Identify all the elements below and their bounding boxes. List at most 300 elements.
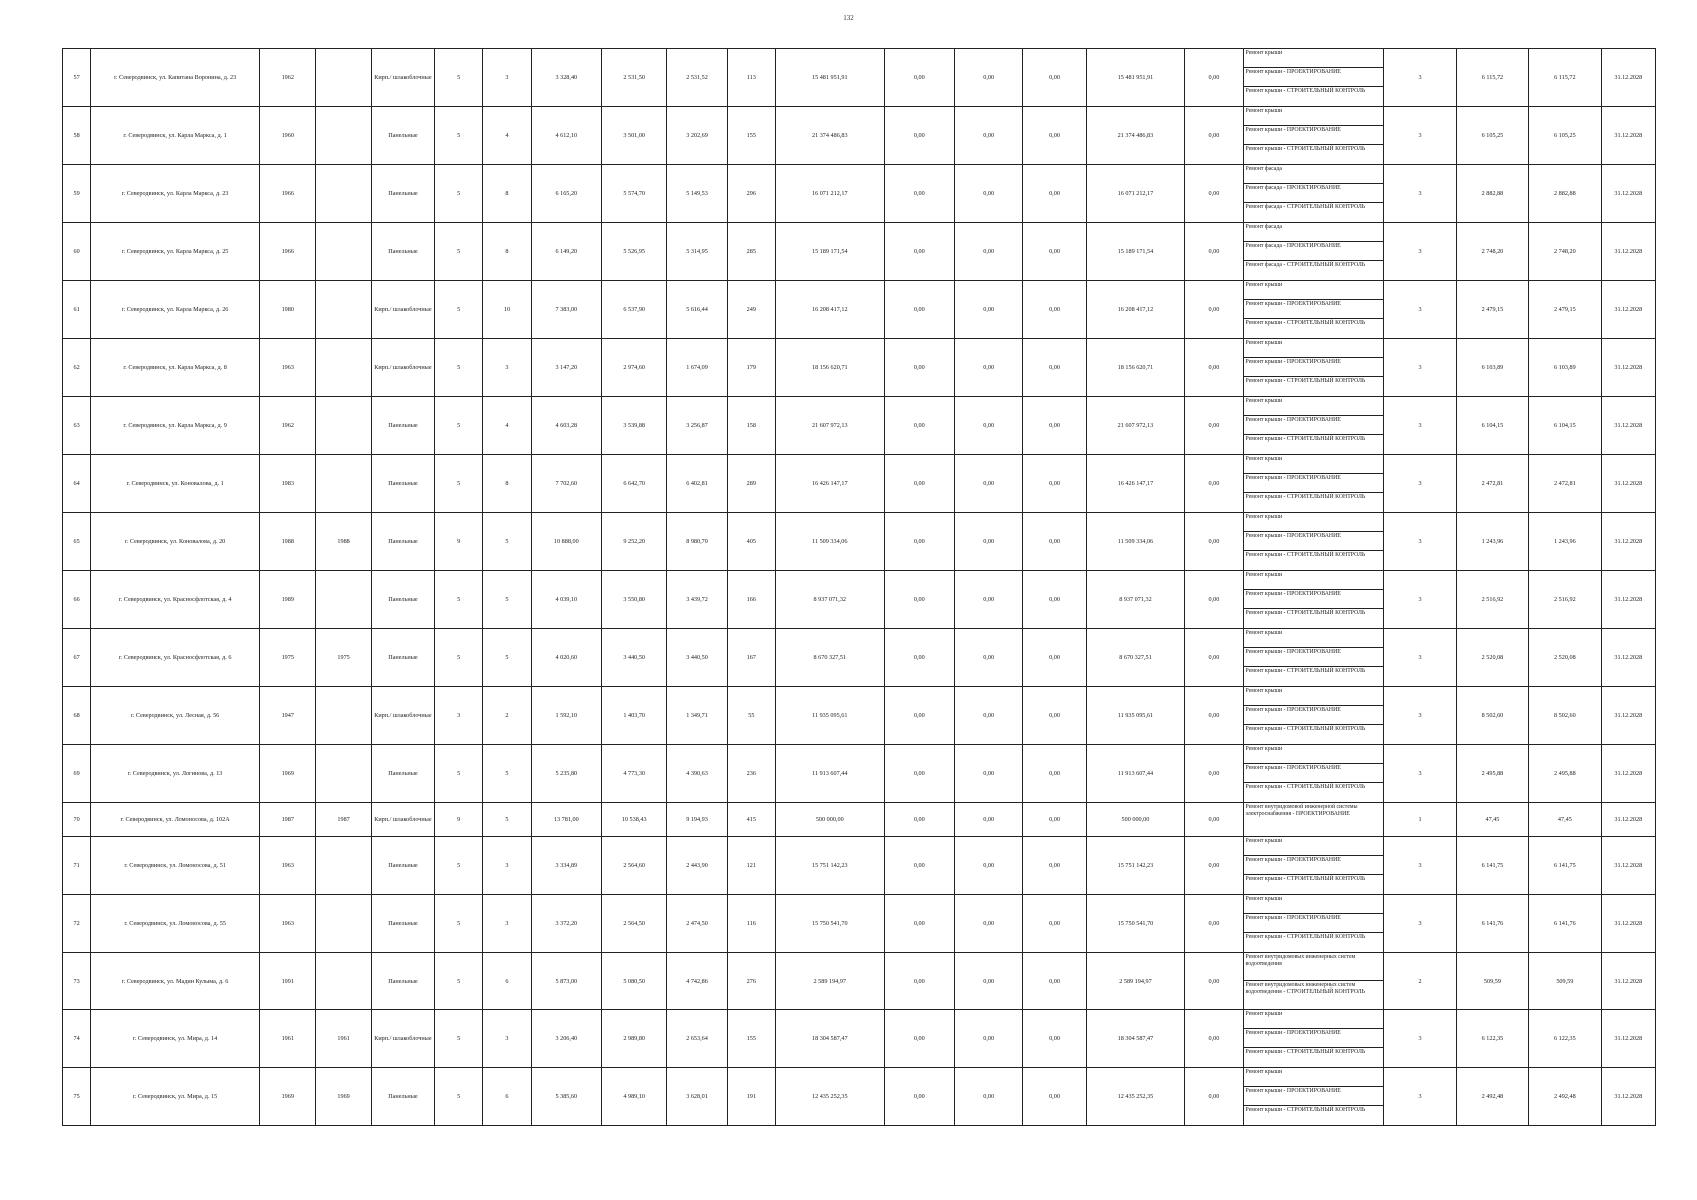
cell-residents: 296 <box>727 165 775 223</box>
cell-area-all: 5 574,70 <box>602 165 667 223</box>
cell-other: 0,00 <box>1185 223 1243 281</box>
cell-f3: 0,00 <box>1023 953 1086 1010</box>
cell-year-renov <box>316 455 371 513</box>
cell-residents: 285 <box>727 223 775 281</box>
cell-f2: 0,00 <box>954 223 1022 281</box>
work-item: Ремонт крыши - ПРОЕКТИРОВАНИЕ <box>1244 1029 1384 1048</box>
cell-year-renov <box>316 687 371 745</box>
cell-area-all: 3 539,88 <box>602 397 667 455</box>
cell-year-built: 1989 <box>260 571 316 629</box>
cell-residents: 167 <box>727 629 775 687</box>
cell-entrances: 5 <box>483 745 531 803</box>
cell-walls: Панельные <box>371 223 434 281</box>
cell-deadline: 31.12.2028 <box>1601 571 1655 629</box>
cell-num: 57 <box>63 49 91 107</box>
cell-entrances: 4 <box>483 397 531 455</box>
cell-entrances: 3 <box>483 895 531 953</box>
cell-year-renov: 1975 <box>316 629 371 687</box>
cell-method: 3 <box>1384 895 1456 953</box>
cell-f1: 0,00 <box>884 745 954 803</box>
cell-num: 70 <box>63 803 91 837</box>
cell-deadline: 31.12.2028 <box>1601 339 1655 397</box>
cell-cost: 21 607 972,13 <box>775 397 884 455</box>
work-item: Ремонт крыши - СТРОИТЕЛЬНЫЙ КОНТРОЛЬ <box>1245 1049 1366 1055</box>
cell-area-all: 3 501,00 <box>602 107 667 165</box>
work-item: Ремонт крыши - ПРОЕКТИРОВАНИЕ <box>1244 126 1384 145</box>
cell-works <box>1243 745 1384 803</box>
cell-area-total: 4 020,60 <box>531 629 601 687</box>
cell-entrances: 5 <box>483 803 531 837</box>
cell-cost: 16 071 212,17 <box>775 165 884 223</box>
cell-year-renov <box>316 107 371 165</box>
cell-area-res: 3 440,50 <box>667 629 727 687</box>
cell-works <box>1243 895 1384 953</box>
cell-cost: 18 156 620,71 <box>775 339 884 397</box>
cell-area-all: 9 252,20 <box>602 513 667 571</box>
cell-max-cost: 2 472,81 <box>1529 455 1601 513</box>
cell-works <box>1243 629 1384 687</box>
repair-program-table <box>62 48 1656 1126</box>
cell-works <box>1243 107 1384 165</box>
cell-floors: 5 <box>435 571 483 629</box>
cell-f3: 0,00 <box>1023 629 1086 687</box>
cell-deadline: 31.12.2028 <box>1601 223 1655 281</box>
cell-year-built: 1966 <box>260 165 316 223</box>
cell-max-cost: 2 492,48 <box>1529 1068 1601 1126</box>
work-item: Ремонт крыши <box>1244 107 1384 126</box>
cell-deadline: 31.12.2028 <box>1601 895 1655 953</box>
cell-area-res: 4 742,86 <box>667 953 727 1010</box>
cell-own: 15 750 541,70 <box>1086 895 1185 953</box>
cell-unit-cost: 6 105,25 <box>1456 107 1528 165</box>
cell-walls: Панельные <box>371 107 434 165</box>
cell-method: 3 <box>1384 1010 1456 1068</box>
cell-f1: 0,00 <box>884 223 954 281</box>
cell-deadline: 31.12.2028 <box>1601 107 1655 165</box>
cell-cost: 8 937 071,32 <box>775 571 884 629</box>
cell-floors: 5 <box>435 107 483 165</box>
cell-max-cost: 1 243,96 <box>1529 513 1601 571</box>
cell-method: 3 <box>1384 165 1456 223</box>
cell-area-res: 1 349,71 <box>667 687 727 745</box>
cell-residents: 166 <box>727 571 775 629</box>
cell-residents: 415 <box>727 803 775 837</box>
work-item: Ремонт крыши - ПРОЕКТИРОВАНИЕ <box>1244 590 1384 609</box>
work-item: Ремонт крыши - ПРОЕКТИРОВАНИЕ <box>1244 416 1384 435</box>
work-item: Ремонт крыши <box>1244 687 1384 706</box>
cell-area-total: 10 888,00 <box>531 513 601 571</box>
cell-cost: 15 750 541,70 <box>775 895 884 953</box>
cell-address: г. Северодвинск, ул. Ломоносова, д. 55 <box>91 895 260 953</box>
cell-floors: 5 <box>435 223 483 281</box>
work-item: Ремонт крыши - СТРОИТЕЛЬНЫЙ КОНТРОЛЬ <box>1245 436 1366 442</box>
cell-floors: 3 <box>435 687 483 745</box>
cell-year-built: 1988 <box>260 513 316 571</box>
cell-walls: Панельные <box>371 397 434 455</box>
cell-num: 67 <box>63 629 91 687</box>
cell-max-cost: 2 520,08 <box>1529 629 1601 687</box>
cell-year-renov <box>316 837 371 895</box>
table-row <box>63 953 1656 1010</box>
cell-unit-cost: 47,45 <box>1456 803 1528 837</box>
cell-other: 0,00 <box>1185 803 1243 837</box>
cell-other: 0,00 <box>1185 1068 1243 1126</box>
cell-deadline: 31.12.2028 <box>1601 1068 1655 1126</box>
cell-year-renov <box>316 745 371 803</box>
work-item: Ремонт внутридомовых инженерных систем водоотведения - СТРОИТЕЛЬНЫЙ КОНТРОЛЬ <box>1245 982 1365 995</box>
cell-deadline: 31.12.2028 <box>1601 687 1655 745</box>
cell-own: 16 071 212,17 <box>1086 165 1185 223</box>
cell-own: 15 481 951,91 <box>1086 49 1185 107</box>
work-item: Ремонт крыши <box>1244 1010 1384 1029</box>
cell-walls: Панельные <box>371 745 434 803</box>
cell-num: 65 <box>63 513 91 571</box>
cell-f2: 0,00 <box>954 339 1022 397</box>
cell-cost: 15 189 171,54 <box>775 223 884 281</box>
cell-f1: 0,00 <box>884 455 954 513</box>
cell-other: 0,00 <box>1185 629 1243 687</box>
cell-max-cost: 2 479,15 <box>1529 281 1601 339</box>
cell-method: 3 <box>1384 745 1456 803</box>
work-item: Ремонт фасада - СТРОИТЕЛЬНЫЙ КОНТРОЛЬ <box>1245 262 1366 268</box>
work-item: Ремонт крыши <box>1244 339 1384 358</box>
table-row <box>63 837 1656 895</box>
cell-unit-cost: 6 104,15 <box>1456 397 1528 455</box>
work-item: Ремонт крыши <box>1244 513 1384 532</box>
cell-max-cost: 6 141,76 <box>1529 895 1601 953</box>
work-item: Ремонт крыши - ПРОЕКТИРОВАНИЕ <box>1244 764 1384 783</box>
table-row <box>63 803 1656 837</box>
cell-works <box>1243 803 1384 837</box>
cell-deadline: 31.12.2028 <box>1601 837 1655 895</box>
cell-address: г. Северодвинск, ул. Капитана Воронина, д. 23 <box>91 49 260 107</box>
cell-deadline: 31.12.2028 <box>1601 281 1655 339</box>
cell-residents: 191 <box>727 1068 775 1126</box>
cell-floors: 5 <box>435 745 483 803</box>
table-row <box>63 281 1656 339</box>
cell-own: 21 374 486,83 <box>1086 107 1185 165</box>
cell-area-res: 5 314,95 <box>667 223 727 281</box>
cell-area-all: 2 564,60 <box>602 837 667 895</box>
cell-walls: Панельные <box>371 165 434 223</box>
cell-area-all: 5 526,95 <box>602 223 667 281</box>
work-item: Ремонт фасада <box>1244 165 1384 184</box>
work-item: Ремонт крыши <box>1244 49 1384 68</box>
cell-f1: 0,00 <box>884 397 954 455</box>
cell-year-built: 1987 <box>260 803 316 837</box>
table-row <box>63 339 1656 397</box>
cell-max-cost: 6 105,25 <box>1529 107 1601 165</box>
cell-floors: 5 <box>435 455 483 513</box>
cell-entrances: 8 <box>483 165 531 223</box>
work-item: Ремонт крыши <box>1244 571 1384 590</box>
cell-num: 66 <box>63 571 91 629</box>
cell-f1: 0,00 <box>884 107 954 165</box>
cell-works <box>1243 49 1384 107</box>
cell-area-total: 6 149,20 <box>531 223 601 281</box>
cell-address: г. Северодвинск, ул. Мира, д. 15 <box>91 1068 260 1126</box>
cell-year-renov <box>316 953 371 1010</box>
cell-f2: 0,00 <box>954 513 1022 571</box>
cell-num: 59 <box>63 165 91 223</box>
work-item: Ремонт крыши - СТРОИТЕЛЬНЫЙ КОНТРОЛЬ <box>1245 668 1366 674</box>
cell-method: 1 <box>1384 803 1456 837</box>
cell-other: 0,00 <box>1185 397 1243 455</box>
work-item: Ремонт крыши <box>1244 397 1384 416</box>
cell-floors: 5 <box>435 281 483 339</box>
cell-residents: 249 <box>727 281 775 339</box>
cell-walls: Панельные <box>371 455 434 513</box>
table-row <box>63 571 1656 629</box>
cell-f1: 0,00 <box>884 629 954 687</box>
cell-deadline: 31.12.2028 <box>1601 629 1655 687</box>
work-item: Ремонт крыши - СТРОИТЕЛЬНЫЙ КОНТРОЛЬ <box>1245 1107 1366 1113</box>
cell-f1: 0,00 <box>884 895 954 953</box>
table-row <box>63 223 1656 281</box>
cell-cost: 500 000,00 <box>775 803 884 837</box>
cell-works <box>1243 1068 1384 1126</box>
cell-year-renov <box>316 895 371 953</box>
cell-area-total: 4 612,10 <box>531 107 601 165</box>
cell-method: 3 <box>1384 107 1456 165</box>
cell-f3: 0,00 <box>1023 837 1086 895</box>
cell-max-cost: 509,59 <box>1529 953 1601 1010</box>
cell-year-renov <box>316 571 371 629</box>
cell-own: 8 937 071,32 <box>1086 571 1185 629</box>
cell-entrances: 8 <box>483 223 531 281</box>
cell-entrances: 3 <box>483 1010 531 1068</box>
work-item: Ремонт крыши - СТРОИТЕЛЬНЫЙ КОНТРОЛЬ <box>1245 726 1366 732</box>
cell-unit-cost: 8 502,60 <box>1456 687 1528 745</box>
cell-unit-cost: 2 492,48 <box>1456 1068 1528 1126</box>
cell-f3: 0,00 <box>1023 803 1086 837</box>
cell-residents: 155 <box>727 107 775 165</box>
cell-num: 74 <box>63 1010 91 1068</box>
cell-residents: 405 <box>727 513 775 571</box>
cell-f2: 0,00 <box>954 629 1022 687</box>
cell-own: 18 304 587,47 <box>1086 1010 1185 1068</box>
cell-floors: 5 <box>435 165 483 223</box>
cell-area-total: 4 039,10 <box>531 571 601 629</box>
cell-cost: 15 481 951,91 <box>775 49 884 107</box>
cell-other: 0,00 <box>1185 49 1243 107</box>
cell-entrances: 5 <box>483 629 531 687</box>
cell-area-res: 3 256,87 <box>667 397 727 455</box>
cell-year-built: 1969 <box>260 745 316 803</box>
cell-area-all: 3 440,50 <box>602 629 667 687</box>
cell-f1: 0,00 <box>884 281 954 339</box>
cell-f3: 0,00 <box>1023 107 1086 165</box>
cell-deadline: 31.12.2028 <box>1601 397 1655 455</box>
cell-year-renov <box>316 49 371 107</box>
cell-year-renov <box>316 223 371 281</box>
cell-f3: 0,00 <box>1023 165 1086 223</box>
cell-max-cost: 2 516,92 <box>1529 571 1601 629</box>
cell-deadline: 31.12.2028 <box>1601 165 1655 223</box>
cell-cost: 2 589 194,97 <box>775 953 884 1010</box>
cell-area-total: 6 165,20 <box>531 165 601 223</box>
cell-year-built: 1980 <box>260 281 316 339</box>
cell-works <box>1243 1010 1384 1068</box>
cell-works <box>1243 339 1384 397</box>
cell-method: 3 <box>1384 281 1456 339</box>
cell-area-total: 3 372,20 <box>531 895 601 953</box>
table-row <box>63 107 1656 165</box>
cell-area-res: 3 202,69 <box>667 107 727 165</box>
cell-f1: 0,00 <box>884 49 954 107</box>
cell-entrances: 5 <box>483 571 531 629</box>
cell-own: 15 189 171,54 <box>1086 223 1185 281</box>
cell-f3: 0,00 <box>1023 397 1086 455</box>
cell-unit-cost: 6 115,72 <box>1456 49 1528 107</box>
cell-other: 0,00 <box>1185 687 1243 745</box>
cell-area-all: 1 403,70 <box>602 687 667 745</box>
cell-method: 3 <box>1384 49 1456 107</box>
cell-year-built: 1966 <box>260 223 316 281</box>
cell-f2: 0,00 <box>954 1068 1022 1126</box>
cell-own: 15 751 142,23 <box>1086 837 1185 895</box>
cell-residents: 289 <box>727 455 775 513</box>
cell-walls: Панельные <box>371 571 434 629</box>
cell-deadline: 31.12.2028 <box>1601 953 1655 1010</box>
work-item: Ремонт крыши - СТРОИТЕЛЬНЫЙ КОНТРОЛЬ <box>1245 552 1366 558</box>
cell-works <box>1243 687 1384 745</box>
cell-own: 8 670 327,51 <box>1086 629 1185 687</box>
work-item: Ремонт крыши <box>1244 629 1384 648</box>
table-row <box>63 397 1656 455</box>
cell-area-res: 3 628,01 <box>667 1068 727 1126</box>
cell-walls: Кирп./ шлакоблочные <box>371 803 434 837</box>
cell-works <box>1243 165 1384 223</box>
work-item: Ремонт крыши - ПРОЕКТИРОВАНИЕ <box>1244 914 1384 933</box>
cell-address: г. Северодвинск, ул. Карла Маркса, д. 23 <box>91 165 260 223</box>
cell-max-cost: 6 104,15 <box>1529 397 1601 455</box>
cell-f3: 0,00 <box>1023 281 1086 339</box>
cell-num: 73 <box>63 953 91 1010</box>
cell-year-renov <box>316 397 371 455</box>
cell-method: 3 <box>1384 223 1456 281</box>
work-item: Ремонт фасада - ПРОЕКТИРОВАНИЕ <box>1244 184 1384 203</box>
cell-area-total: 3 328,40 <box>531 49 601 107</box>
cell-area-res: 4 390,63 <box>667 745 727 803</box>
cell-residents: 116 <box>727 895 775 953</box>
cell-area-all: 4 989,10 <box>602 1068 667 1126</box>
cell-address: г. Северодвинск, ул. Мадин Кулыма, д. 6 <box>91 953 260 1010</box>
cell-residents: 276 <box>727 953 775 1010</box>
cell-residents: 55 <box>727 687 775 745</box>
table-row <box>63 165 1656 223</box>
cell-f1: 0,00 <box>884 687 954 745</box>
cell-floors: 5 <box>435 339 483 397</box>
cell-walls: Панельные <box>371 513 434 571</box>
cell-cost: 8 670 327,51 <box>775 629 884 687</box>
work-item: Ремонт крыши - ПРОЕКТИРОВАНИЕ <box>1244 532 1384 551</box>
work-item: Ремонт крыши <box>1244 455 1384 474</box>
work-item: Ремонт крыши - СТРОИТЕЛЬНЫЙ КОНТРОЛЬ <box>1245 784 1366 790</box>
cell-entrances: 3 <box>483 837 531 895</box>
cell-area-res: 2 653,64 <box>667 1010 727 1068</box>
cell-area-total: 3 206,40 <box>531 1010 601 1068</box>
cell-deadline: 31.12.2028 <box>1601 745 1655 803</box>
cell-floors: 5 <box>435 1068 483 1126</box>
cell-other: 0,00 <box>1185 455 1243 513</box>
cell-address: г. Северодвинск, ул. Карла Маркса, д. 26 <box>91 281 260 339</box>
cell-address: г. Северодвинск, ул. Карла Маркса, д. 9 <box>91 397 260 455</box>
cell-address: г. Северодвинск, ул. Коновалова, д. 20 <box>91 513 260 571</box>
cell-year-renov: 1969 <box>316 1068 371 1126</box>
work-item: Ремонт фасада <box>1244 223 1384 242</box>
cell-address: г. Северодвинск, ул. Карла Маркса, д. 25 <box>91 223 260 281</box>
cell-method: 3 <box>1384 837 1456 895</box>
cell-walls: Панельные <box>371 837 434 895</box>
work-item: Ремонт крыши <box>1244 895 1384 914</box>
cell-other: 0,00 <box>1185 339 1243 397</box>
cell-deadline: 31.12.2028 <box>1601 49 1655 107</box>
cell-max-cost: 6 141,75 <box>1529 837 1601 895</box>
cell-unit-cost: 1 243,96 <box>1456 513 1528 571</box>
cell-cost: 11 935 095,61 <box>775 687 884 745</box>
cell-deadline: 31.12.2028 <box>1601 513 1655 571</box>
cell-year-built: 1961 <box>260 1010 316 1068</box>
work-item: Ремонт крыши <box>1244 281 1384 300</box>
cell-method: 3 <box>1384 629 1456 687</box>
cell-f3: 0,00 <box>1023 1010 1086 1068</box>
cell-address: г. Северодвинск, ул. Карла Маркса, д. 1 <box>91 107 260 165</box>
cell-residents: 113 <box>727 49 775 107</box>
cell-year-built: 1969 <box>260 1068 316 1126</box>
cell-residents: 121 <box>727 837 775 895</box>
cell-area-res: 3 439,72 <box>667 571 727 629</box>
cell-cost: 16 426 147,17 <box>775 455 884 513</box>
cell-f2: 0,00 <box>954 837 1022 895</box>
work-item: Ремонт крыши <box>1244 1068 1384 1087</box>
cell-entrances: 6 <box>483 1068 531 1126</box>
cell-method: 3 <box>1384 397 1456 455</box>
cell-own: 11 913 607,44 <box>1086 745 1185 803</box>
cell-cost: 11 509 334,06 <box>775 513 884 571</box>
cell-address: г. Северодвинск, ул. Ломоносова, д. 51 <box>91 837 260 895</box>
table-row <box>63 513 1656 571</box>
work-item: Ремонт внутридомовой инженерной системы электроснабжения - ПРОЕКТИРОВАНИЕ <box>1245 804 1358 817</box>
cell-area-res: 2 474,50 <box>667 895 727 953</box>
cell-area-all: 6 537,90 <box>602 281 667 339</box>
cell-f2: 0,00 <box>954 165 1022 223</box>
cell-other: 0,00 <box>1185 513 1243 571</box>
cell-f2: 0,00 <box>954 1010 1022 1068</box>
cell-floors: 5 <box>435 49 483 107</box>
cell-entrances: 6 <box>483 953 531 1010</box>
cell-residents: 236 <box>727 745 775 803</box>
cell-f3: 0,00 <box>1023 223 1086 281</box>
cell-own: 21 607 972,13 <box>1086 397 1185 455</box>
cell-max-cost: 6 122,35 <box>1529 1010 1601 1068</box>
cell-address: г. Северодвинск, ул. Карла Маркса, д. 8 <box>91 339 260 397</box>
cell-num: 62 <box>63 339 91 397</box>
cell-works <box>1243 281 1384 339</box>
cell-cost: 21 374 486,83 <box>775 107 884 165</box>
cell-unit-cost: 2 882,88 <box>1456 165 1528 223</box>
cell-area-all: 10 538,43 <box>602 803 667 837</box>
cell-method: 3 <box>1384 455 1456 513</box>
cell-unit-cost: 2 516,92 <box>1456 571 1528 629</box>
cell-num: 61 <box>63 281 91 339</box>
cell-area-total: 5 873,00 <box>531 953 601 1010</box>
cell-area-res: 1 674,09 <box>667 339 727 397</box>
cell-floors: 9 <box>435 803 483 837</box>
cell-area-res: 2 531,52 <box>667 49 727 107</box>
cell-own: 11 935 095,61 <box>1086 687 1185 745</box>
cell-year-built: 1975 <box>260 629 316 687</box>
